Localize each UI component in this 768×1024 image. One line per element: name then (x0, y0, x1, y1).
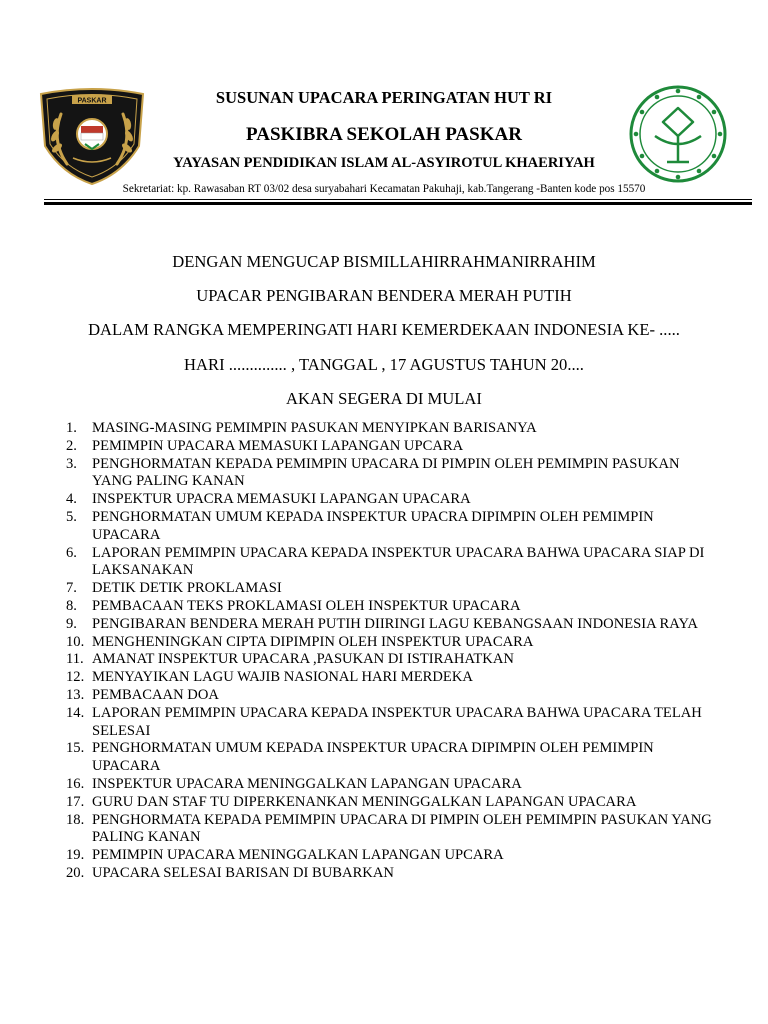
list-item-number: 17. (66, 793, 85, 810)
list-item-number: 10. (66, 633, 85, 650)
list-item-text: PENGHORMATAN KEPADA PEMIMPIN UPACARA DI PIMPIN OLEH PEMIMPIN PASUKAN YANG PALING KANAN (92, 455, 680, 490)
list-item-number: 16. (66, 775, 85, 792)
intro-line-2: UPACAR PENGIBARAN BENDERA MERAH PUTIH (196, 286, 572, 305)
intro-line-5: AKAN SEGERA DI MULAI (286, 389, 482, 408)
list-item-text: LAPORAN PEMIMPIN UPACARA KEPADA INSPEKTUR UPACARA BAHWA UPACARA SIAP DI LAKSANAKAN (92, 544, 705, 579)
list-item-number: 8. (66, 597, 77, 614)
foundation-name: YAYASAN PENDIDIKAN ISLAM AL-ASYIROTUL KHAERIYAH (173, 155, 595, 171)
list-item-number: 9. (66, 615, 77, 632)
ceremony-steps-list (66, 420, 712, 883)
list-item (66, 616, 712, 634)
list-item-number: 18. (66, 811, 85, 828)
list-item (66, 705, 712, 741)
document-title: SUSUNAN UPACARA PERINGATAN HUT RI (215, 88, 553, 107)
header-rule-thick (44, 202, 752, 205)
list-item (66, 545, 712, 581)
intro-line-1: DENGAN MENGUCAP BISMILLAHIRRAHMANIRRAHIM (172, 252, 596, 271)
list-item-number: 20. (66, 864, 85, 881)
list-item (66, 740, 712, 776)
list-item-text: PEMBACAAN DOA (92, 686, 219, 703)
paskar-shield-logo (37, 86, 147, 186)
list-item-text: DETIK DETIK PROKLAMASI (92, 580, 282, 597)
list-item (66, 812, 712, 848)
list-item-number: 6. (66, 544, 77, 561)
list-item (66, 634, 712, 652)
list-item (66, 509, 712, 545)
list-item-number: 4. (66, 491, 77, 508)
list-item-text: PENGHORMATAN UMUM KEPADA INSPEKTUR UPACRA DIPIMPIN OLEH PEMIMPIN UPACARA (92, 740, 654, 775)
list-item (66, 651, 712, 669)
list-item-number: 2. (66, 437, 77, 454)
list-item-number: 13. (66, 686, 85, 703)
list-item-text: PENGHORMATAN UMUM KEPADA INSPEKTUR UPACRA DIPIMPIN OLEH PEMIMPIN UPACARA (92, 508, 654, 543)
list-item-number: 12. (66, 669, 85, 686)
list-item-number: 11. (66, 651, 84, 668)
list-item (66, 794, 712, 812)
list-item (66, 580, 712, 598)
list-item-number: 15. (66, 740, 85, 757)
list-item-text: MASING-MASING PEMIMPIN PASUKAN MENYIPKAN BARISANYA (92, 420, 537, 436)
list-item (66, 865, 712, 883)
header-rule-thin (44, 199, 752, 200)
list-item-text: INSPEKTUR UPACARA MENINGGALKAN LAPANGAN UPACARA (92, 775, 522, 792)
list-item (66, 598, 712, 616)
list-item (66, 847, 712, 865)
list-item-text: GURU DAN STAF TU DIPERKENANKAN MENINGGALKAN LAPANGAN UPACARA (92, 793, 637, 810)
list-item-text: PENGIBARAN BENDERA MERAH PUTIH DIIRINGI LAGU KEBANGSAAN INDONESIA RAYA (92, 615, 698, 632)
list-item-text: LAPORAN PEMIMPIN UPACARA KEPADA INSPEKTUR UPACARA BAHWA UPACARA TELAH SELESAI (92, 704, 702, 739)
list-item-number: 5. (66, 508, 77, 525)
list-item-number: 19. (66, 847, 85, 864)
list-item-text: AMANAT INSPEKTUR UPACARA ,PASUKAN DI ISTIRAHATKAN (92, 651, 514, 668)
list-item-number: 14. (66, 704, 85, 721)
list-item (66, 776, 712, 794)
list-item-text: INSPEKTUR UPACRA MEMASUKI LAPANGAN UPACARA (92, 491, 471, 508)
list-item (66, 420, 712, 438)
list-item-text: PENGHORMATA KEPADA PEMIMPIN UPACARA DI PIMPIN OLEH PEMIMPIN PASUKAN YANG PALING KANAN (92, 811, 712, 846)
list-item (66, 456, 712, 492)
list-item (66, 491, 712, 509)
list-item-number: 7. (66, 580, 77, 597)
organization-name: PASKIBRA SEKOLAH PASKAR (246, 124, 522, 145)
list-item-number: 1. (66, 420, 77, 436)
list-item (66, 669, 712, 687)
list-item-text: PEMIMPIN UPACARA MEMASUKI LAPANGAN UPCARA (92, 437, 464, 454)
list-item-text: PEMBACAAN TEKS PROKLAMASI OLEH INSPEKTUR UPACARA (92, 597, 521, 614)
list-item (66, 687, 712, 705)
list-item-text: MENYAYIKAN LAGU WAJIB NASIONAL HARI MERDEKA (92, 669, 473, 686)
list-item-text: UPACARA SELESAI BARISAN DI BUBARKAN (92, 864, 394, 881)
intro-line-4: HARI .............. , TANGGAL , 17 AGUSTUS TAHUN 20.... (184, 355, 584, 374)
list-item (66, 438, 712, 456)
intro-line-3: DALAM RANGKA MEMPERINGATI HARI KEMERDEKAAN INDONESIA KE- ..... (88, 320, 680, 339)
list-item-text: MENGHENINGKAN CIPTA DIPIMPIN OLEH INSPEKTUR UPACARA (92, 633, 534, 650)
list-item-number: 3. (66, 455, 77, 472)
yayasan-emblem-logo (625, 84, 731, 184)
logo-text: PASKAR (77, 97, 107, 105)
secretariat-address: Sekretariat: kp. Rawasaban RT 03/02 desa suryabahari Kecamatan Pakuhaji, kab.Tangerang -Banten kode pos 15570 (122, 183, 646, 195)
list-item-text: PEMIMPIN UPACARA MENINGGALKAN LAPANGAN UPCARA (92, 847, 504, 864)
